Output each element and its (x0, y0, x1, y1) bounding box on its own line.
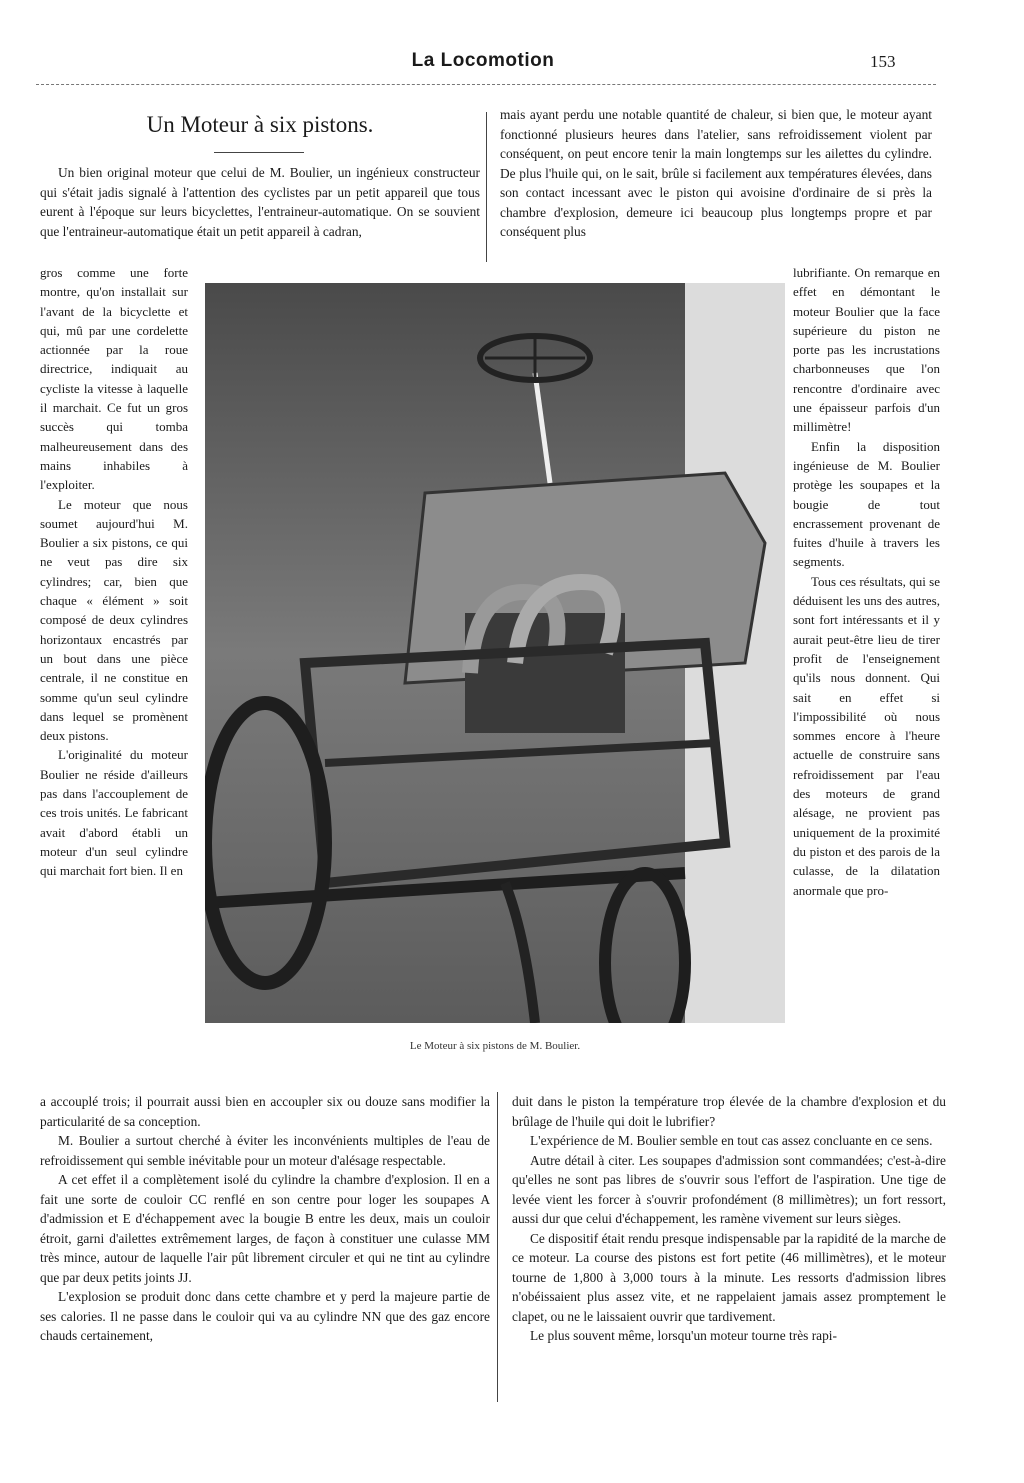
col2-intro (500, 105, 932, 242)
paragraph: L'originalité du moteur Boulier ne réside d'ailleurs pas dans l'accouplement de ces trois unités. Le fabricant avait d'abord établi un moteur d'un seul cylindre qui marchait fort bien. Il en (40, 747, 188, 879)
photo-caption: Le Moteur à six pistons de M. Boulier. (409, 1040, 581, 1052)
page-number: 153 (870, 52, 896, 71)
paragraph: Un bien original moteur que celui de M. Boulier, un ingénieux constructeur qui s'était jadis signalé à l'attention des cyclistes par un petit appareil que tous eurent à l'époque sur leurs bicyclettes, l'entraineur-automatique. On se souvient que l'entraineur-automatique était un petit appareil à cadran, (40, 165, 480, 239)
paragraph: L'expérience de M. Boulier semble en tout cas assez concluante en ce sens. (530, 1133, 933, 1148)
paragraph: Enfin la disposition ingénieuse de M. Boulier protège les soupapes et la bougie de tout encrassement provenant de fuites d'huile à travers les segments. (793, 438, 940, 570)
paragraph: Le plus souvent même, lorsqu'un moteur tourne très rapi- (530, 1328, 837, 1343)
paragraph: Ce dispositif était rendu presque indispensable par la rapidité de la marche de ce moteur. La course des pistons est fort petite (46 millimètres), et le moteur tourne de 1,800 à 3,000 tours à la minute. Les ressorts d'admission libres n'obéissaient plus assez vite, et ne rappelaient jamais assez promptement le clapet, ou ne le laissaient ouvrir que tardivement. (512, 1230, 946, 1324)
paragraph: a accouplé trois; il pourrait aussi bien en accoupler six ou douze sans modifier la particularité de sa conception. (40, 1094, 490, 1129)
engine-photograph (205, 283, 785, 1023)
paragraph: mais ayant perdu une notable quantité de chaleur, si bien que, le moteur ayant fonctionné plusieurs heures dans l'atelier, sans refroidissement violent par conséquent, on peut encore tenir la main longtemps sur les ailettes du cylindre. De plus l'huile qui, on le sait, brûle si facilement aux températures élevées, dans son contact incessant avec le piston qui avoisine d'ordinaire de si près la chambre d'explosion, demeure ici beaucoup plus longtemps propre et par conséquent plus (500, 107, 932, 239)
title-divider (214, 152, 304, 153)
engine-illustration (205, 283, 785, 1023)
paragraph: Tous ces résultats, qui se déduisent les uns des autres, sont fort intéressants et il y aurait peut-être lieu de tirer profit de l'enseignement qu'ils nous donnent. Qui sait en effet si l'impossibilité où nous sommes encore à l'heure actuelle de construire sans refroidissement par l'eau des moteurs de grand alésage, ne provient pas uniquement de la proximité du piston et des parois de la culasse, de la dilatation anormale que pro- (793, 573, 940, 898)
article-title: Un Moteur à six pistons. (146, 112, 374, 137)
paragraph: gros comme une forte montre, qu'on installait sur l'avant de la bicyclette et qui, mû par une cordelette actionnée par la roue directrice, indiquait au cycliste la vitesse à laquelle il marchait. Ce fut un gros succès qui tomba malheureusement dans des mains inhabiles à l'exploiter. (40, 265, 188, 493)
col1-intro (40, 163, 480, 241)
paragraph: Autre détail à citer. Les soupapes d'admission sont commandées; c'est-à-dire qu'elles ne sont pas libres de s'ouvrir sous l'effort de l'aspiration. Une tige de levée vient les forcer à s'ouvrir profondément (8 millimètres); un fort ressort, aussi dur que celui d'échappement, les ramène vivement sur leurs sièges. (512, 1152, 946, 1226)
header-divider (36, 84, 936, 85)
col2-narrow (793, 263, 940, 900)
paragraph: L'explosion se produit donc dans cette chambre et y perd la majeure partie de ses calories. Il ne passe dans le couloir qui va au cylindre NN que des gaz encore chauds certainement, (40, 1289, 490, 1343)
col2-bottom (512, 1092, 946, 1346)
col1-bottom (40, 1092, 490, 1346)
running-header-title: La Locomotion (411, 50, 555, 71)
column-divider-bottom (497, 1092, 498, 1402)
paragraph: A cet effet il a complètement isolé du cylindre la chambre d'explosion. Il en a fait une sorte de couloir CC renflé en son centre pour loger les soupapes A d'admission et E d'échappement avec la bougie B entre les deux, mais un couloir étroit, garni d'ailettes extrêmement larges, de façon à constituer une culasse MM très mince, autour de laquelle l'air pût librement circuler et qui ne tint au cylindre que par deux petits joints JJ. (40, 1172, 490, 1285)
paragraph: Le moteur que nous soumet aujourd'hui M. Boulier a six pistons, ce qui ne veut pas dire six cylindres; car, bien que chaque « élément » soit composé de deux cylindres horizontaux encastrés par un bout dans une pièce centrale, il ne constitue en somme qu'un seul cylindre dans lequel se promènent deux pistons. (40, 496, 188, 744)
column-divider-top (486, 112, 487, 262)
paragraph: M. Boulier a surtout cherché à éviter les inconvénients multiples de l'eau de refroidissement qui semble inévitable pour un moteur d'alésage respectable. (40, 1133, 490, 1168)
paragraph: lubrifiante. On remarque en effet en démontant le moteur Boulier que la face supérieure du piston ne porte pas les incrustations charbonneuses que l'on rencontre d'ordinaire avec une épaisseur parfois d'un millimètre! (793, 265, 940, 435)
col1-narrow (40, 263, 188, 881)
paragraph: duit dans le piston la température trop élevée de la chambre d'explosion et du brûlage de l'huile qui doit le lubrifier? (512, 1094, 946, 1129)
